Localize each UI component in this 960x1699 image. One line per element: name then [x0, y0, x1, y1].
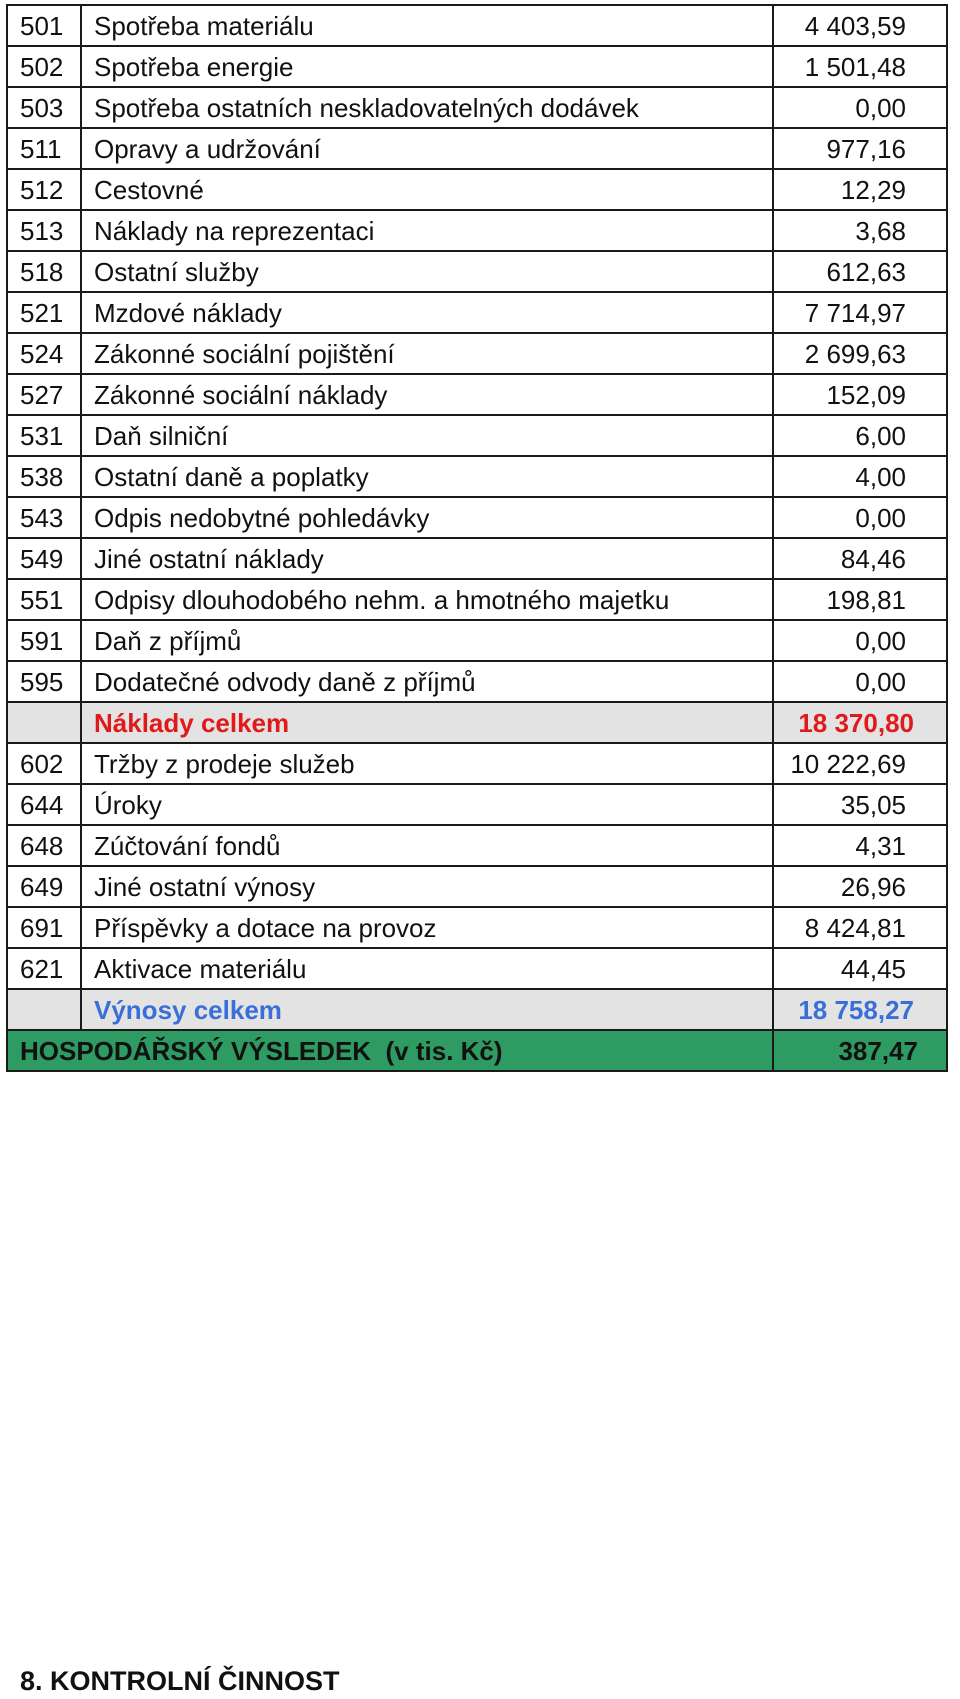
amount: 0,00 — [773, 661, 947, 702]
account-code: 521 — [7, 292, 81, 333]
amount: 0,00 — [773, 87, 947, 128]
table-row — [7, 415, 947, 456]
amount: 0,00 — [773, 497, 947, 538]
account-name: Zákonné sociální pojištění — [81, 333, 773, 374]
amount: 12,29 — [773, 169, 947, 210]
table-row — [7, 661, 947, 702]
account-code: 602 — [7, 743, 81, 784]
account-code: 644 — [7, 784, 81, 825]
table-row — [7, 620, 947, 661]
table-row — [7, 251, 947, 292]
table-row — [7, 825, 947, 866]
table-row — [7, 538, 947, 579]
amount: 2 699,63 — [773, 333, 947, 374]
table-row — [7, 292, 947, 333]
amount: 26,96 — [773, 866, 947, 907]
empty-code-cell — [7, 702, 81, 743]
total-revenues — [7, 989, 947, 1030]
account-name: Daň z příjmů — [81, 620, 773, 661]
account-name: Spotřeba energie — [81, 46, 773, 87]
account-name: Příspěvky a dotace na provoz — [81, 907, 773, 948]
table-row — [7, 5, 947, 46]
account-name: Ostatní služby — [81, 251, 773, 292]
economic-result-label: HOSPODÁŘSKÝ VÝSLEDEK (v tis. Kč) — [7, 1030, 773, 1071]
account-code: 503 — [7, 87, 81, 128]
account-name: Odpisy dlouhodobého nehm. a hmotného majetku — [81, 579, 773, 620]
account-code: 518 — [7, 251, 81, 292]
account-name: Zúčtování fondů — [81, 825, 773, 866]
table-row — [7, 907, 947, 948]
amount: 1 501,48 — [773, 46, 947, 87]
total-costs-label: Náklady celkem — [81, 702, 773, 743]
amount: 977,16 — [773, 128, 947, 169]
account-code: 691 — [7, 907, 81, 948]
account-name: Mzdové náklady — [81, 292, 773, 333]
account-code: 512 — [7, 169, 81, 210]
table-row — [7, 579, 947, 620]
amount: 0,00 — [773, 620, 947, 661]
account-code: 649 — [7, 866, 81, 907]
economic-result-row — [7, 1030, 947, 1071]
account-code: 511 — [7, 128, 81, 169]
amount: 198,81 — [773, 579, 947, 620]
ledger-body — [7, 5, 947, 1071]
account-name: Jiné ostatní výnosy — [81, 866, 773, 907]
amount: 7 714,97 — [773, 292, 947, 333]
section-heading: 8. KONTROLNÍ ČINNOST — [20, 1666, 340, 1696]
account-code: 543 — [7, 497, 81, 538]
account-name: Jiné ostatní náklady — [81, 538, 773, 579]
amount: 612,63 — [773, 251, 947, 292]
account-name: Náklady na reprezentaci — [81, 210, 773, 251]
table-row — [7, 128, 947, 169]
account-code: 591 — [7, 620, 81, 661]
total-revenues-value: 18 758,27 — [773, 989, 947, 1030]
table-row — [7, 46, 947, 87]
amount: 4,31 — [773, 825, 947, 866]
account-name: Ostatní daně a poplatky — [81, 456, 773, 497]
table-row — [7, 169, 947, 210]
total-costs-value: 18 370,80 — [773, 702, 947, 743]
amount: 3,68 — [773, 210, 947, 251]
account-code: 524 — [7, 333, 81, 374]
amount: 6,00 — [773, 415, 947, 456]
account-code: 538 — [7, 456, 81, 497]
account-code: 549 — [7, 538, 81, 579]
account-code: 595 — [7, 661, 81, 702]
economic-result-value: 387,47 — [773, 1030, 947, 1071]
account-code: 621 — [7, 948, 81, 989]
ledger-table — [6, 4, 948, 1072]
table-row — [7, 866, 947, 907]
account-name: Cestovné — [81, 169, 773, 210]
table-row — [7, 948, 947, 989]
account-name: Daň silniční — [81, 415, 773, 456]
amount: 84,46 — [773, 538, 947, 579]
empty-code-cell — [7, 989, 81, 1030]
account-name: Spotřeba ostatních neskladovatelných dodávek — [81, 87, 773, 128]
table-row — [7, 374, 947, 415]
total-costs — [7, 702, 947, 743]
table-row — [7, 210, 947, 251]
account-name: Úroky — [81, 784, 773, 825]
table-row — [7, 87, 947, 128]
amount: 35,05 — [773, 784, 947, 825]
amount: 44,45 — [773, 948, 947, 989]
account-code: 501 — [7, 5, 81, 46]
account-code: 531 — [7, 415, 81, 456]
table-row — [7, 333, 947, 374]
amount: 4 403,59 — [773, 5, 947, 46]
account-code: 527 — [7, 374, 81, 415]
account-code: 502 — [7, 46, 81, 87]
table-row — [7, 497, 947, 538]
table-row — [7, 743, 947, 784]
account-name: Aktivace materiálu — [81, 948, 773, 989]
amount: 152,09 — [773, 374, 947, 415]
amount: 4,00 — [773, 456, 947, 497]
account-name: Odpis nedobytné pohledávky — [81, 497, 773, 538]
table-row — [7, 784, 947, 825]
account-name: Zákonné sociální náklady — [81, 374, 773, 415]
account-code: 648 — [7, 825, 81, 866]
table-row — [7, 456, 947, 497]
account-name: Spotřeba materiálu — [81, 5, 773, 46]
account-name: Opravy a udržování — [81, 128, 773, 169]
account-name: Tržby z prodeje služeb — [81, 743, 773, 784]
amount: 8 424,81 — [773, 907, 947, 948]
amount: 10 222,69 — [773, 743, 947, 784]
account-code: 551 — [7, 579, 81, 620]
account-code: 513 — [7, 210, 81, 251]
total-revenues-label: Výnosy celkem — [81, 989, 773, 1030]
account-name: Dodatečné odvody daně z příjmů — [81, 661, 773, 702]
